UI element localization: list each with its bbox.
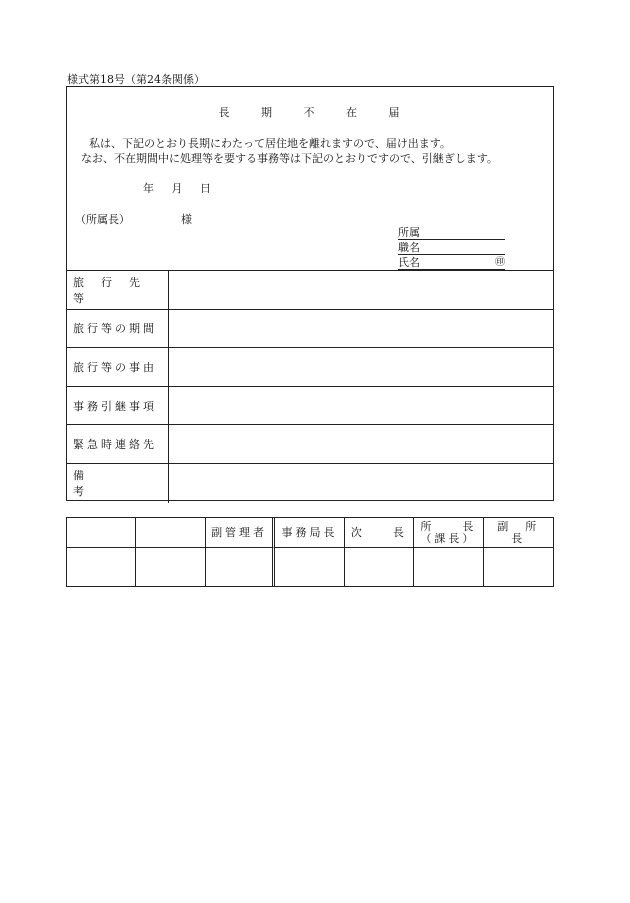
row-label-reason: 旅行等の事由: [67, 348, 169, 386]
emergency-contact-input[interactable]: [169, 425, 553, 463]
addressee-field[interactable]: [75, 211, 192, 227]
approval-stamp-cell[interactable]: [414, 548, 483, 586]
title-char: 不: [303, 106, 317, 119]
notice-form: [66, 86, 554, 501]
addressee-honorific: 様: [181, 213, 192, 226]
details-table: [67, 270, 553, 503]
title-char: 届: [388, 106, 402, 119]
reason-input[interactable]: [169, 348, 553, 386]
name-label: 氏名: [398, 256, 420, 269]
approval-stamp-cell[interactable]: [136, 548, 205, 586]
date-year: 年: [143, 182, 154, 195]
row-label-remarks: 備 考: [67, 464, 169, 503]
approval-table: [66, 517, 554, 587]
form-number: 様式第18号（第24条関係）: [67, 73, 205, 86]
addressee-label: （所属長）: [75, 213, 130, 226]
position-field[interactable]: [398, 241, 505, 255]
table-row: [67, 271, 553, 310]
approval-header-blank-2: [136, 518, 205, 548]
form-title: [67, 104, 553, 120]
row-label-destination: 旅 行 先 等: [67, 271, 169, 309]
remarks-input[interactable]: [169, 464, 553, 503]
table-row: [67, 310, 553, 349]
row-label-handover: 事務引継事項: [67, 387, 169, 425]
row-label-period: 旅行等の期間: [67, 310, 169, 348]
date-day: 日: [200, 182, 211, 195]
approval-stamp-cell[interactable]: [206, 548, 275, 586]
table-row: [67, 425, 553, 464]
title-char: 在: [346, 106, 359, 119]
approval-header-deputy-director: 副 所 長: [484, 518, 553, 548]
approval-stamp-cell[interactable]: [67, 548, 136, 586]
date-field[interactable]: [143, 180, 225, 196]
approval-header-blank-1: [67, 518, 136, 548]
title-char: 期: [261, 106, 274, 119]
handover-input[interactable]: [169, 387, 553, 425]
approval-stamp-cell[interactable]: [345, 548, 414, 586]
seal-mark: ㊞: [495, 257, 505, 268]
row-label-emergency-contact: 緊急時連絡先: [67, 425, 169, 463]
approval-header-director: 所 長（課長）: [414, 518, 483, 548]
approval-stamp-cell[interactable]: [484, 548, 553, 586]
affiliation-label: 所属: [398, 226, 420, 239]
body-text-line1: 私は、下記のとおり長期にわたって居住地を離れますので、届け出ます。: [89, 137, 451, 150]
name-field[interactable]: [398, 256, 505, 270]
affiliation-field[interactable]: [398, 226, 505, 240]
table-row: [67, 387, 553, 426]
approval-header-vice-manager: 副管理者: [206, 518, 275, 548]
table-row: [67, 464, 553, 503]
date-month: 月: [171, 182, 183, 195]
body-text-line2: なお、不在期間中に処理等を要する事務等は下記のとおりですので、引継ぎします。: [81, 152, 498, 165]
period-input[interactable]: [169, 310, 553, 348]
position-label: 職名: [398, 241, 420, 254]
approval-header-secretary-general: 事務局長: [275, 518, 344, 548]
approval-stamp-cell[interactable]: [275, 548, 344, 586]
table-row: [67, 348, 553, 387]
title-char: 長: [218, 106, 232, 119]
approval-header-deputy: 次 長: [345, 518, 414, 548]
destination-input[interactable]: [169, 271, 553, 309]
